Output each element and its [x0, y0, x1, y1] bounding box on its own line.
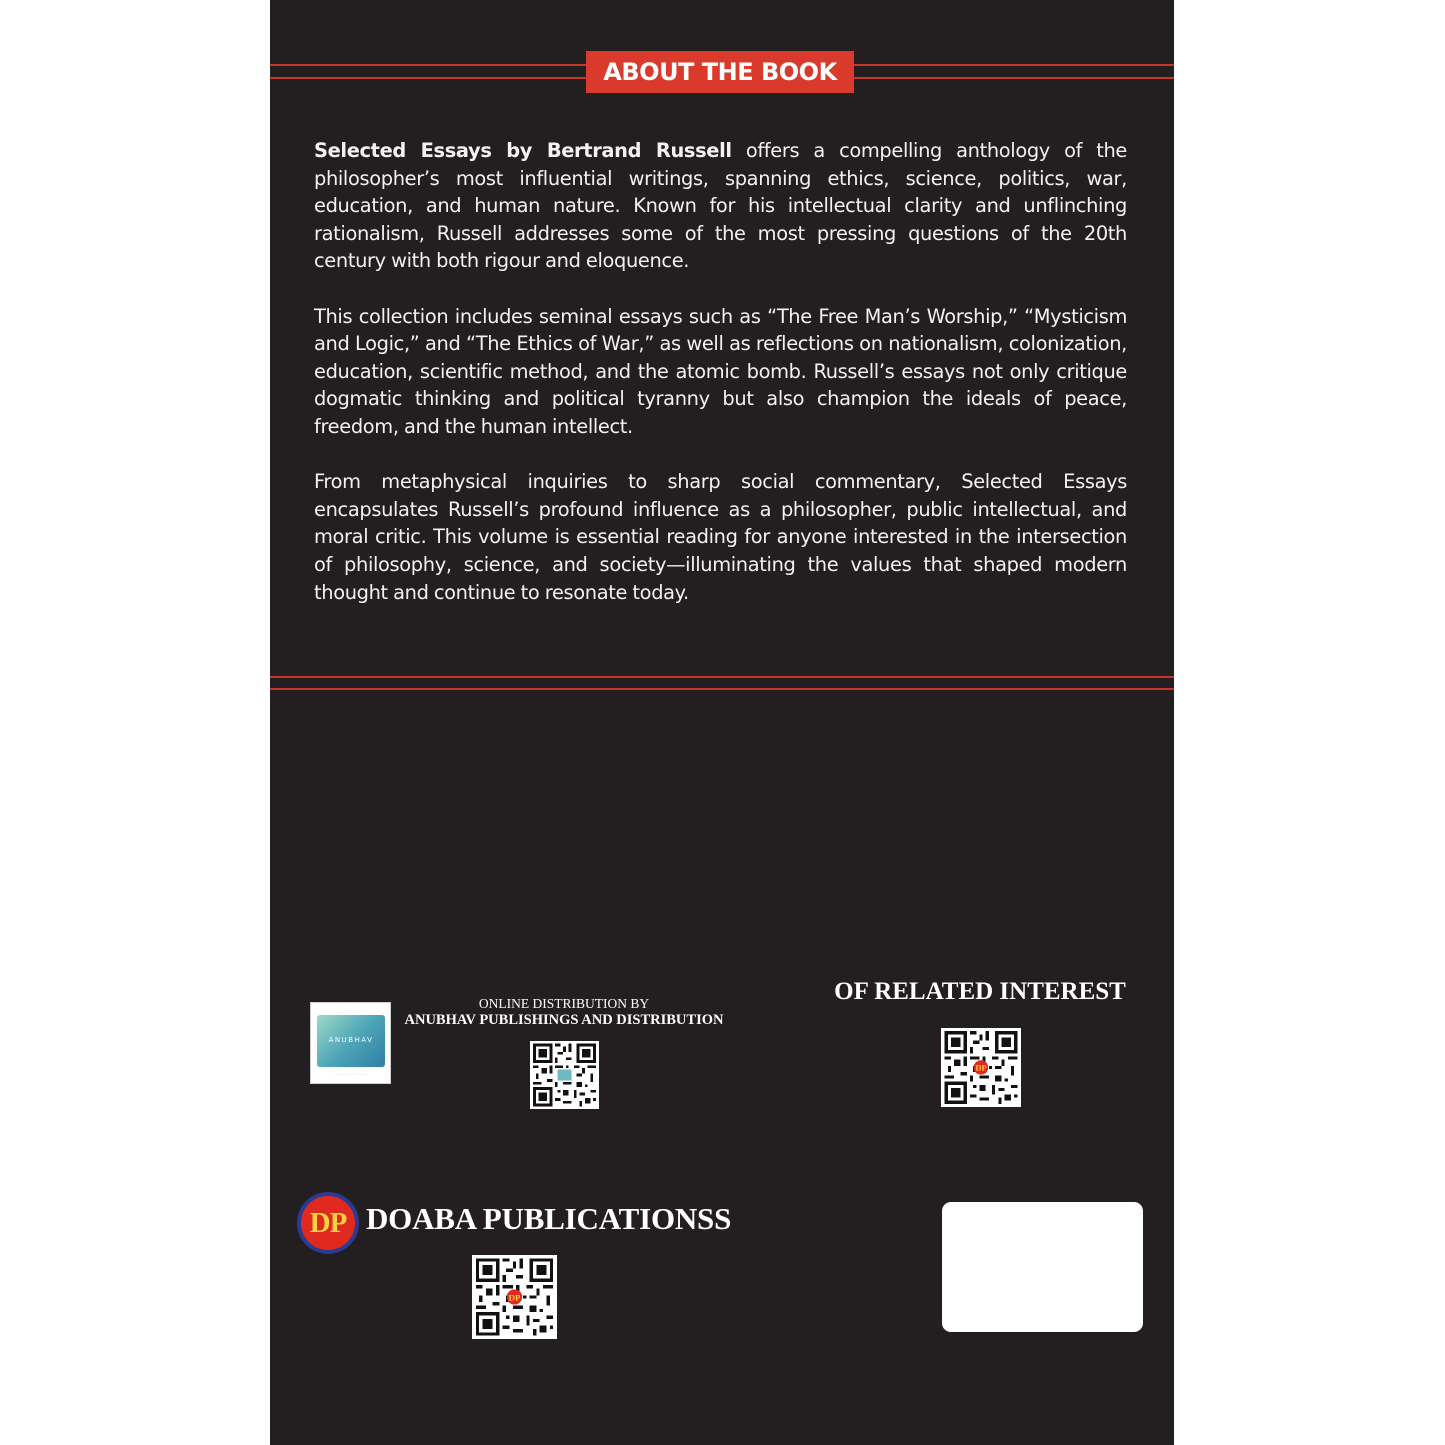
- distribution-credit: [370, 995, 758, 1029]
- qr-dp-mark: DP: [975, 1063, 987, 1073]
- description-paragraph-1-rest: offers a compelling anthology of the philosopher’s most influential writings, spanning ethics, science, politics, war, education, and human nature. Known for his intellectual clarity and unflinching rationalism, Russell addresses some of the most pressing questions of the 20th century with both rigour and eloquence.: [314, 139, 1127, 273]
- anubhav-logo-text: ANUBHAV: [328, 1036, 374, 1044]
- book-description: [314, 137, 1127, 634]
- about-the-book-badge: ABOUT THE BOOK: [586, 51, 854, 93]
- publisher-name: DOABA PUBLICATIONSS: [366, 1201, 732, 1236]
- description-paragraph-2: This collection includes seminal essays such as “The Free Man’s Worship,” “Mysticism and Logic,” and “The Ethics of War,” as well as reflections on nationalism, colonization, education, scientific method, and the atomic bomb. Russell’s essays not only critique dogmatic thinking and political tyranny but also champion the ideals of peace, freedom, and the human intellect.: [314, 304, 1127, 438]
- distribution-line-1: ONLINE DISTRIBUTION BY: [478, 996, 650, 1011]
- description-paragraph-1: [314, 137, 1127, 275]
- barcode-placeholder: [942, 1202, 1143, 1332]
- publisher-qr-icon[interactable]: [472, 1255, 557, 1339]
- related-interest-qr-icon[interactable]: [941, 1028, 1021, 1107]
- qr-dp-mark: DP: [508, 1292, 521, 1303]
- related-interest-heading: OF RELATED INTEREST: [834, 978, 1126, 1005]
- description-lead: Selected Essays by Bertrand Russell: [314, 139, 732, 162]
- doaba-logo-text: DP: [301, 1196, 355, 1250]
- back-cover: [270, 0, 1174, 1445]
- doaba-logo: [297, 1192, 359, 1254]
- section-rule-bottom: [270, 688, 1174, 690]
- distribution-qr-icon[interactable]: [530, 1041, 599, 1109]
- section-rule-top: [270, 676, 1174, 678]
- anubhav-logo-tagline: · · · · · · · · · · · · · · · ·: [333, 1073, 369, 1077]
- description-paragraph-3: From metaphysical inquiries to sharp social commentary, Selected Essays encapsulates Russell’s profound influence as a philosopher, public intellectual, and moral critic. This volume is essential reading for anyone interested in the intersection of philosophy, science, and society—illuminating the values that shaped modern thought and continue to resonate today.: [314, 470, 1127, 604]
- distribution-line-2: ANUBHAV PUBLISHINGS AND DISTRIBUTION: [404, 1012, 724, 1028]
